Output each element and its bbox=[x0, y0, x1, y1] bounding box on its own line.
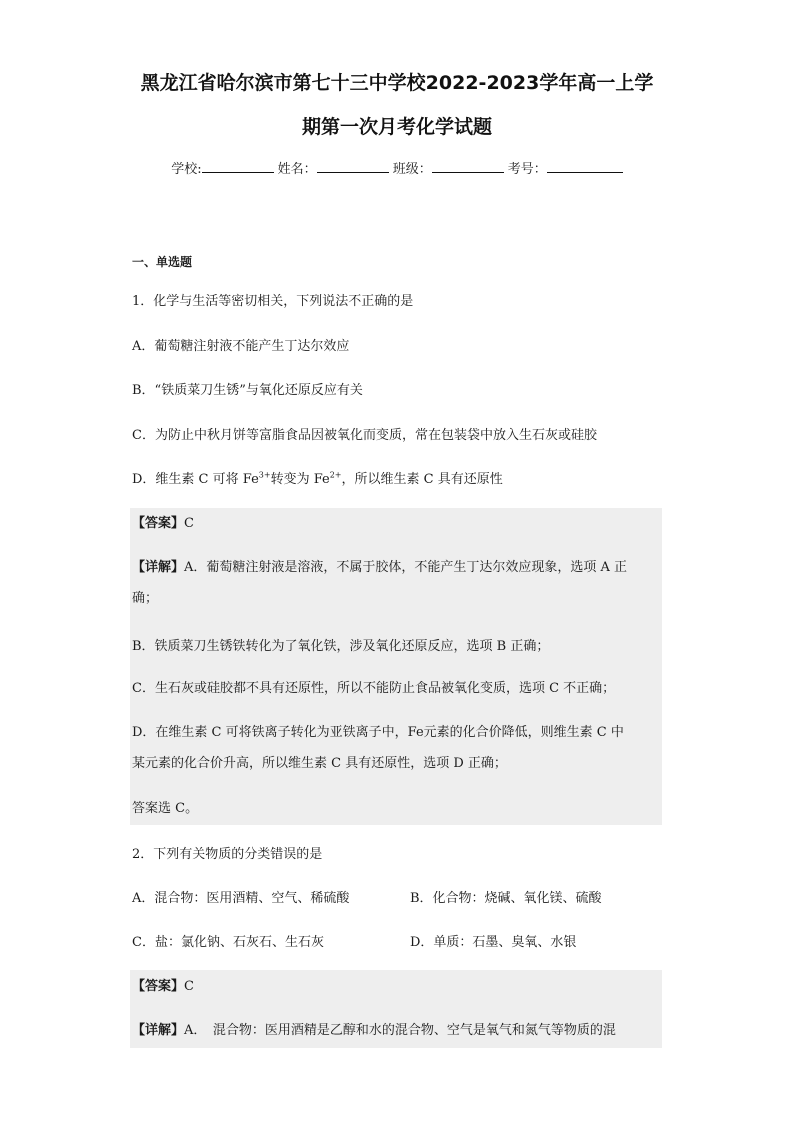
q1-option-a: A．葡萄糖注射液不能产生丁达尔效应 bbox=[132, 339, 350, 354]
q1-option-d bbox=[132, 468, 503, 492]
q2-detail-a-text: A． 混合物：医用酒精是乙醇和水的混合物、空气是氧气和氮气等物质的混 bbox=[184, 1023, 616, 1038]
q2-option-d: D．单质：石墨、臭氧、水银 bbox=[410, 935, 577, 950]
class-blank bbox=[432, 160, 504, 173]
exam-title-line1: 黑龙江省哈尔滨市第七十三中学校2022-2023学年高一上学 bbox=[140, 72, 654, 94]
fe3-charge: 3+ bbox=[258, 470, 271, 480]
q1-detail-b: B．铁质菜刀生锈铁转化为了氧化铁，涉及氧化还原反应，选项 B 正确； bbox=[132, 639, 550, 654]
answer-value: C bbox=[184, 516, 194, 531]
q1-detail-a-line2: 确； bbox=[132, 591, 159, 606]
exam-title-line2: 期第一次月考化学试题 bbox=[301, 116, 492, 138]
q1-option-d-post: ，所以维生素 C 具有还原性 bbox=[341, 472, 503, 487]
section-title: 一、单选题 bbox=[132, 255, 193, 269]
name-label: 姓名： bbox=[277, 162, 317, 177]
q1-detail-a-line1 bbox=[132, 557, 627, 579]
school-label: 学校: bbox=[171, 162, 202, 177]
q1-option-d-mid: 转变为 Fe bbox=[270, 472, 330, 487]
answer-tag: 【答案】 bbox=[132, 979, 185, 994]
number-label: 考号： bbox=[507, 162, 547, 177]
fe2-charge: 2+ bbox=[329, 470, 342, 480]
detail-tag: 【详解】 bbox=[132, 1023, 185, 1038]
q1-detail-c: C．生石灰或硅胶都不具有还原性，所以不能防止食品被氧化变质，选项 C 不正确； bbox=[132, 681, 616, 696]
q1-detail-a-text: A．葡萄糖注射液是溶液，不属于胶体，不能产生丁达尔效应现象，选项 A 正 bbox=[184, 560, 628, 575]
q1-option-b: B．“铁质菜刀生锈”与氧化还原反应有关 bbox=[132, 383, 363, 398]
class-label: 班级： bbox=[392, 162, 432, 177]
q1-stem: 1．化学与生活等密切相关，下列说法不正确的是 bbox=[132, 294, 414, 309]
q1-answer bbox=[132, 513, 194, 535]
q1-detail-d-line2: 某元素的化合价升高，所以维生素 C 具有还原性，选项 D 正确； bbox=[132, 756, 507, 771]
q1-conclusion: 答案选 C。 bbox=[132, 801, 199, 816]
q2-option-c: C．盐：氯化钠、石灰石、生石灰 bbox=[132, 935, 324, 950]
detail-tag: 【详解】 bbox=[132, 560, 185, 575]
name-blank bbox=[317, 160, 389, 173]
q1-detail-d-line1: D．在维生素 C 可将铁离子转化为亚铁离子中，Fe元素的化合价降低，则维生素 C 中 bbox=[132, 725, 624, 740]
q2-option-a: A．混合物：医用酒精、空气、稀硫酸 bbox=[132, 891, 350, 906]
q2-answer bbox=[132, 976, 194, 998]
answer-value: C bbox=[184, 979, 194, 994]
q2-solution-block bbox=[130, 970, 662, 1048]
school-blank bbox=[202, 160, 274, 173]
q1-option-c: C．为防止中秋月饼等富脂食品因被氧化而变质，常在包装袋中放入生石灰或硅胶 bbox=[132, 428, 597, 443]
answer-tag: 【答案】 bbox=[132, 516, 185, 531]
q2-stem: 2．下列有关物质的分类错误的是 bbox=[132, 847, 323, 862]
q2-detail-a-line1 bbox=[132, 1020, 616, 1042]
q2-option-b: B．化合物：烧碱、氧化镁、硫酸 bbox=[410, 891, 602, 906]
q1-solution-block bbox=[130, 508, 662, 825]
q1-option-d-pre: D．维生素 C 可将 Fe bbox=[132, 472, 259, 487]
number-blank bbox=[547, 160, 623, 173]
student-info-row bbox=[0, 158, 794, 177]
